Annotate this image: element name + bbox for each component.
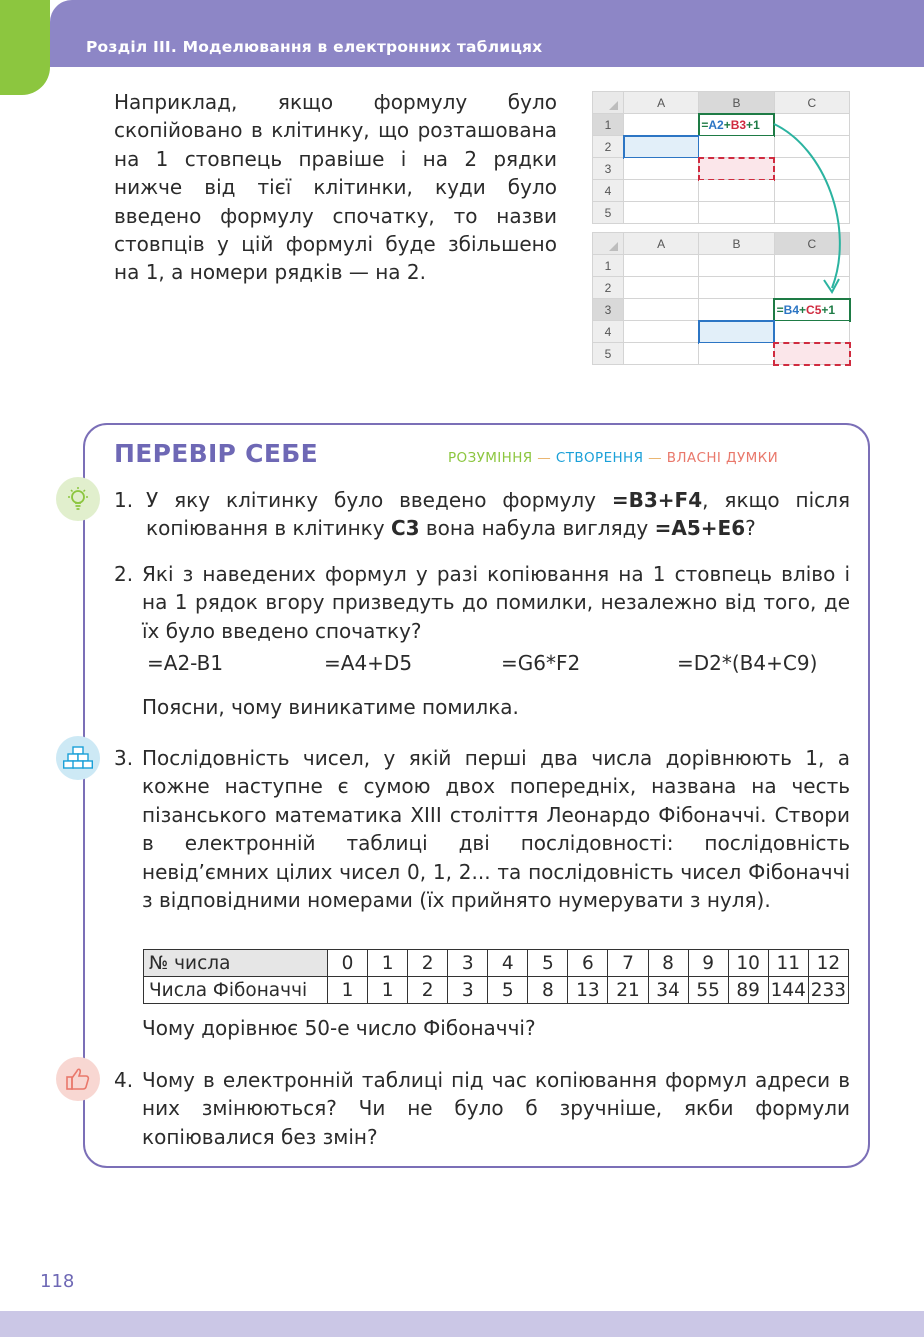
question-text: У яку клітинку було введено формулу =B3+F4, якщо після копіювання в клітинку C3 вона набула вигляду =A5+E6? xyxy=(146,488,850,541)
select-all-corner xyxy=(593,92,624,114)
row-header: 4 xyxy=(593,180,624,202)
question-text: Послідовність чисел, у якій перші два числа дорівнюють 1, а кожне наступне є сумою двох попередніх, названа на честь пізанського математика XIII століття Леонардо Фібоначчі. Створи в електронній таблиці дві послідовності: послідовність невід’ємних цілих чисел 0, 1, 2... та послідовність чисел Фібоначчі з відповідними номерами (їх прийнято нумерувати з нуля). xyxy=(142,746,850,913)
table-cell: 3 xyxy=(448,977,488,1004)
cell-a4 xyxy=(624,321,699,343)
table-cell: 7 xyxy=(608,950,648,977)
table-cell: 1 xyxy=(368,950,408,977)
table-cell: 8 xyxy=(528,977,568,1004)
cell-b4 xyxy=(699,180,774,202)
page-number: 118 xyxy=(40,1271,75,1292)
formula-cell-c3: =B4+C5+1 xyxy=(774,299,849,321)
table-cell: 144 xyxy=(768,977,808,1004)
cell-b1 xyxy=(699,255,774,277)
chapter-tab xyxy=(0,0,50,95)
intro-paragraph: Наприклад, якщо формулу було скопійовано в клітинку, що розташована на 1 стовпець правіше і на 2 рядки нижче від тієї клітинки, куди було введено формулу спочатку, то назви стовпців у цій формулі буде збільшено на 1, а номери рядків — на 2. xyxy=(114,90,557,285)
row-header: 4 xyxy=(593,321,624,343)
formula-cell-b1: =A2+B3+1 xyxy=(699,114,774,136)
row-label: № числа xyxy=(144,950,328,977)
question-text: Які з наведених формул у разі копіювання на 1 стовпець вліво і на 1 рядок вгору призведуть до помилки, незалежно від того, де їх було введено спочатку? xyxy=(142,562,850,643)
table-cell: 10 xyxy=(728,950,768,977)
blocks-icon xyxy=(56,736,100,780)
cell-a4 xyxy=(624,180,699,202)
footer-bar xyxy=(0,1311,924,1337)
table-cell: 89 xyxy=(728,977,768,1004)
level-creation: СТВОРЕННЯ xyxy=(555,450,644,466)
formula-option: =A2-B1 xyxy=(147,651,224,675)
question-text: Чому в електронній таблиці під час копіювання формул адреси в них змінюються? Чи не було б зручніше, якби формули копіювалися без змін? xyxy=(142,1068,850,1149)
table-cell: 3 xyxy=(448,950,488,977)
row-header: 2 xyxy=(593,136,624,158)
referenced-cell-b3 xyxy=(699,158,774,180)
table-cell: 233 xyxy=(808,977,848,1004)
cell-a5 xyxy=(624,343,699,365)
question-number: 3. xyxy=(114,746,134,770)
question-number: 1. xyxy=(114,488,134,512)
table-row xyxy=(144,950,849,977)
row-header: 5 xyxy=(593,202,624,224)
column-header: B xyxy=(699,92,774,114)
column-header: C xyxy=(774,92,849,114)
cell-b5 xyxy=(699,202,774,224)
cell-a1 xyxy=(624,114,699,136)
question-number: 2. xyxy=(114,562,134,586)
table-cell: 1 xyxy=(368,977,408,1004)
row-header: 1 xyxy=(593,114,624,136)
referenced-cell-a2 xyxy=(624,136,699,158)
lightbulb-icon xyxy=(56,477,100,521)
column-header: B xyxy=(699,233,774,255)
column-header: A xyxy=(624,92,699,114)
formula-option: =D2*(B4+C9) xyxy=(677,651,818,675)
question-3 xyxy=(114,744,850,914)
cell-a1 xyxy=(624,255,699,277)
table-row xyxy=(144,977,849,1004)
cell-b2 xyxy=(699,277,774,299)
table-cell: 5 xyxy=(528,950,568,977)
difficulty-levels: РОЗУМІННЯ — СТВОРЕННЯ — ВЛАСНІ ДУМКИ xyxy=(448,450,779,466)
fibonacci-table xyxy=(143,949,849,1004)
table-cell: 5 xyxy=(488,977,528,1004)
cell-a5 xyxy=(624,202,699,224)
table-cell: 2 xyxy=(408,950,448,977)
table-cell: 8 xyxy=(648,950,688,977)
table-cell: 21 xyxy=(608,977,648,1004)
table-cell: 12 xyxy=(808,950,848,977)
cell-a3 xyxy=(624,158,699,180)
copy-arrow-icon xyxy=(770,118,850,298)
column-header: A xyxy=(624,233,699,255)
question-4 xyxy=(114,1066,850,1151)
level-understanding: РОЗУМІННЯ xyxy=(448,450,533,466)
row-header: 3 xyxy=(593,299,624,321)
question-2 xyxy=(114,560,850,645)
cell-a2 xyxy=(624,277,699,299)
cell-b3 xyxy=(699,299,774,321)
table-cell: 6 xyxy=(568,950,608,977)
table-cell: 1 xyxy=(328,977,368,1004)
chapter-title: Розділ ІІІ. Моделювання в електронних таблицях xyxy=(86,38,543,56)
cell-c4 xyxy=(774,321,849,343)
table-cell: 55 xyxy=(688,977,728,1004)
table-cell: 4 xyxy=(488,950,528,977)
row-header: 1 xyxy=(593,255,624,277)
header-bar xyxy=(50,0,924,67)
table-cell: 0 xyxy=(328,950,368,977)
table-cell: 11 xyxy=(768,950,808,977)
cell-b2 xyxy=(699,136,774,158)
table-cell: 13 xyxy=(568,977,608,1004)
question-1 xyxy=(114,486,850,543)
select-all-corner xyxy=(593,233,624,255)
table-cell: 34 xyxy=(648,977,688,1004)
level-own-thoughts: ВЛАСНІ ДУМКИ xyxy=(666,450,779,466)
referenced-cell-b4 xyxy=(699,321,774,343)
check-yourself-title: ПЕРЕВІР СЕБЕ xyxy=(114,439,318,468)
table-cell: 9 xyxy=(688,950,728,977)
question-number: 4. xyxy=(114,1068,134,1092)
table-cell: 2 xyxy=(408,977,448,1004)
row-label: Числа Фібоначчі xyxy=(144,977,328,1004)
row-header: 5 xyxy=(593,343,624,365)
row-header: 3 xyxy=(593,158,624,180)
question-2-explain: Поясни, чому виникатиме помилка. xyxy=(142,695,519,719)
formula-option: =G6*F2 xyxy=(501,651,581,675)
row-header: 2 xyxy=(593,277,624,299)
formula-option: =A4+D5 xyxy=(324,651,413,675)
cell-b5 xyxy=(699,343,774,365)
cell-a3 xyxy=(624,299,699,321)
column-header: C xyxy=(774,233,849,255)
referenced-cell-c5 xyxy=(774,343,849,365)
thumbs-up-icon xyxy=(56,1057,100,1101)
question-3-followup: Чому дорівнює 50-е число Фібоначчі? xyxy=(142,1016,536,1040)
